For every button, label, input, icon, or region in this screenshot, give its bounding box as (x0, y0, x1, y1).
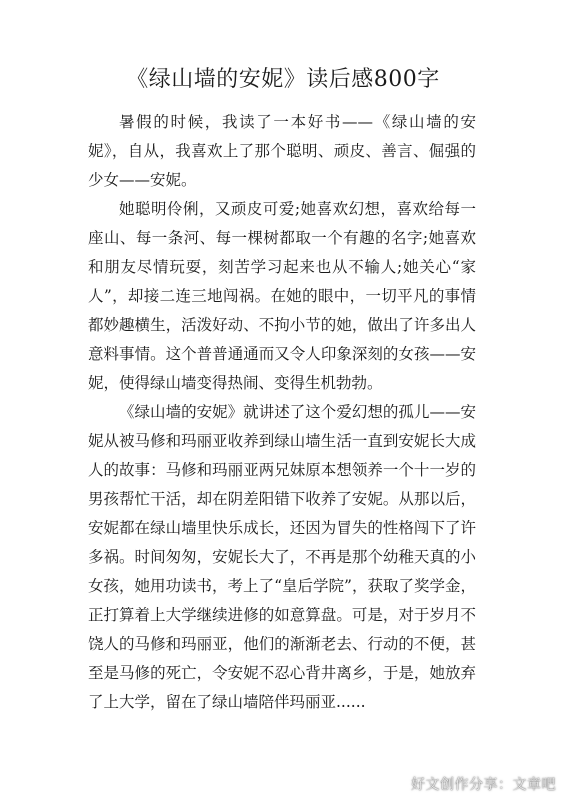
document-body (88, 108, 476, 717)
paragraph-2: 她聪明伶俐，又顽皮可爱;她喜欢幻想，喜欢给每一座山、每一条河、每一棵树都取一个有趣的名字;她喜欢和朋友尽情玩耍，刻苦学习起来也从不输人;她关心“家人”，却接二连三地闯祸。在她的眼中，一切平凡的事情都妙趣横生，活泼好动、不拘小节的她，做出了许多出人意料事情。这个普普通通而又令人印象深刻的女孩——安妮，使得绿山墙变得热闹、变得生机勃勃。 (88, 200, 476, 392)
document-title: 《绿山墙的安妮》读后感800字 (126, 67, 440, 92)
watermark-text: 好文创作分享：文章吧 (411, 777, 556, 793)
paragraph-1: 暑假的时候，我读了一本好书——《绿山墙的安妮》，自从，我喜欢上了那个聪明、顽皮、善言、倔强的少女——安妮。 (88, 113, 476, 189)
paragraph-3: 《绿山墙的安妮》就讲述了这个爱幻想的孤儿——安妮从被马修和玛丽亚收养到绿山墙生活一直到安妮长大成人的故事：马修和玛丽亚两兄妹原本想领养一个十一岁的男孩帮忙干活，却在阴差阳错下收养了安妮。从那以后，安妮都在绿山墙里快乐成长，还因为冒失的性格闯下了许多祸。时间匆匆，安妮长大了，不再是那个幼稚天真的小女孩，她用功读书，考上了“皇后学院”，获取了奖学金，正打算着上大学继续进修的如意算盘。可是，对于岁月不饶人的马修和玛丽亚，他们的渐渐老去、行动的不便，甚至是马修的死亡，令安妮不忍心背井离乡，于是，她放弃了上大学，留在了绿山墙陪伴玛丽亚...... (88, 403, 476, 711)
